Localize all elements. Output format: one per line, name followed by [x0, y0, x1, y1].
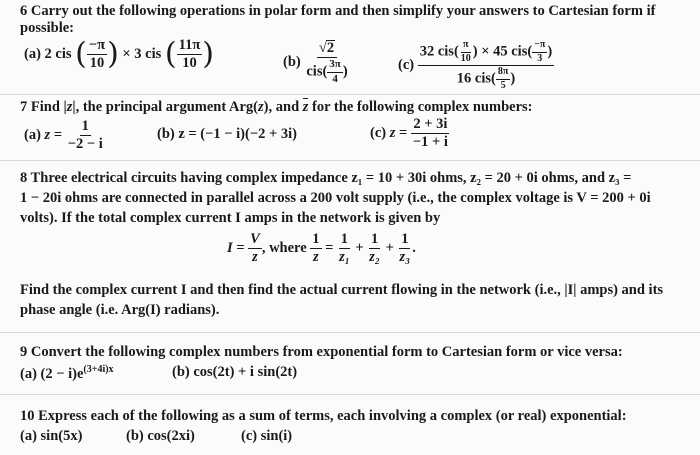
fraction-denominator: cis( $\frac{3\pi}{4}$ ) — [306, 58, 348, 85]
q7-heading — [20, 99, 533, 116]
fraction-numerator: 1 — [399, 232, 410, 249]
eq-fraction-1-over-z1 — [337, 232, 352, 265]
divider — [0, 160, 700, 161]
inner-fraction — [532, 40, 547, 64]
left-paren: ( — [164, 36, 177, 72]
q10-part-b: (b) cos(2xi) — [126, 428, 195, 444]
q7c-fraction — [411, 117, 450, 150]
fraction-numerator: 1 — [310, 232, 321, 249]
fraction-numerator: 1 — [80, 119, 91, 136]
left-paren: ( — [75, 36, 87, 72]
q7a-fraction — [66, 119, 105, 152]
cis-text: 16 cis( — [456, 70, 496, 87]
q9a-exponent: (3+4i)x — [83, 364, 114, 375]
fraction-denominator: −2 − i — [67, 136, 103, 153]
q10-part-c: (c) sin(i) — [241, 428, 293, 444]
fraction-numerator: 8π — [496, 67, 510, 80]
q8-find-2: phase angle (i.e. Arg(I) radians). — [20, 302, 220, 318]
fraction-denominator: z₂ — [369, 249, 380, 266]
q9-part-b: (b) cos(2t) + i sin(2t) — [172, 364, 298, 380]
eq-where: , where — [261, 240, 307, 257]
q6b-label: (b) — [283, 53, 301, 70]
eq-fraction-1-over-z — [310, 232, 321, 265]
q8-find-1: Find the complex current I and then find the actual current flowing in the network (i.e., |I| amps) and its — [20, 282, 664, 298]
fraction-numerator: −π — [532, 40, 547, 53]
fraction-denominator: z₁ — [339, 249, 350, 266]
q6a-fraction-2 — [177, 38, 203, 71]
divider — [0, 332, 700, 333]
fraction-denominator: 10 — [460, 52, 471, 64]
fraction-numerator: V — [248, 232, 262, 249]
divider — [0, 94, 700, 95]
eq-current: I = — [227, 240, 245, 257]
q7-part-b: (b) z = (−1 − i)(−2 + 3i) — [157, 126, 297, 142]
fraction-denominator: 10 — [182, 55, 197, 72]
q9-part-a — [20, 364, 114, 383]
eq-fraction-1-over-z2 — [367, 232, 382, 265]
cis-text: 32 cis( — [419, 43, 459, 60]
fraction-denominator: 4 — [332, 72, 338, 85]
q8-equation: I = $\frac{V}{z}$ , where $\frac{1}{z}$ = $\frac{1}{\text{z₁}}$ + $\frac{1}{\text{z₂}}$ + $\frac{1}{\text{z₃}}$ . — [227, 231, 416, 266]
heading-text: |, the principal argument Arg( — [72, 99, 259, 115]
var-z-conjugate: z — [302, 99, 309, 115]
q6-heading: 6 Carry out the following operations in polar form and then simplify your answers to Cartesian form if possible: — [20, 3, 656, 36]
fraction-denominator: −1 + i — [412, 134, 448, 151]
q6b-fraction — [304, 40, 349, 85]
q8-line-2: 1 − 20i ohms are connected in parallel across a 200 volt supply (i.e., the complex voltage is V = 200 + 0i — [20, 190, 651, 206]
q6-part-b — [283, 40, 350, 85]
fraction-denominator: 10 — [89, 55, 105, 72]
q10-heading: 10 Express each of the following as a sum of terms, each involving a complex (or real) exponential: — [20, 408, 627, 424]
fraction-denominator: z — [313, 249, 319, 266]
fraction-denominator — [455, 66, 517, 91]
fraction-denominator: 3 — [537, 52, 543, 64]
q7a-label: (a) — [24, 127, 41, 144]
fraction-denominator: z₃ — [399, 249, 411, 266]
q6-part-a — [24, 38, 214, 71]
cis-text: ) × 45 cis( — [472, 43, 533, 60]
heading-text: 7 Find | — [20, 99, 67, 115]
fraction-numerator: 2 + 3i — [411, 117, 449, 134]
q6a-fraction-1 — [87, 38, 107, 71]
q6a-label: (a) 2 cis — [24, 46, 72, 63]
q9-heading: 9 Convert the following complex numbers from exponential form to Cartesian form or vice versa: — [20, 344, 623, 360]
fraction-numerator — [418, 40, 555, 66]
inner-fraction — [496, 67, 510, 91]
fraction-numerator: 3π — [327, 59, 343, 73]
q8-line-3: volts). If the total complex current I amps in the network is given by — [20, 210, 441, 226]
q7c-label: (c) — [370, 125, 387, 142]
divider — [0, 394, 700, 395]
fraction-numerator: 1 — [339, 232, 350, 249]
q6a-multiply: × 3 cis — [122, 46, 162, 63]
var-z: z — [258, 99, 264, 115]
cis-text: cis( — [306, 63, 328, 80]
q6-part-c — [398, 40, 554, 91]
fraction-numerator: 1 — [369, 232, 380, 249]
q6c-label: (c) — [398, 56, 415, 73]
fraction-denominator: z — [252, 249, 258, 266]
fraction-numerator: −π — [87, 38, 107, 55]
q7-part-c: (c) z = $\frac{2 + 3i}{-1 + i}$ — [370, 116, 448, 151]
eq-fraction-v-over-z — [248, 232, 262, 265]
right-paren: ) — [202, 36, 215, 72]
q9a-text: (a) (2 − i)e — [20, 366, 84, 382]
heading-text: ), and — [263, 99, 300, 115]
q8-line-1: 8 Three electrical circuits having complex impedance z₁ = 10 + 30i ohms, z₂ = 20 + 0i ohms, and z₃ = — [20, 170, 632, 186]
heading-text: for the following complex numbers: — [312, 99, 533, 115]
fraction-numerator: π — [461, 40, 470, 53]
eq-fraction-1-over-z3 — [398, 232, 413, 265]
fraction-denominator: 5 — [500, 79, 506, 91]
right-paren: ) — [107, 36, 119, 72]
inner-fraction — [459, 40, 473, 64]
var-z: z — [66, 99, 73, 115]
fraction-numerator: 11π — [177, 38, 203, 55]
q10-part-a: (a) sin(5x) — [20, 428, 83, 444]
close-paren: ) — [510, 70, 516, 87]
inner-fraction — [327, 59, 343, 85]
fraction-numerator: √2 — [317, 40, 337, 58]
q7-part-a: (a) z = $\frac{1}{-2 - i}$ — [24, 118, 103, 153]
q6c-fraction — [418, 40, 555, 91]
sqrt-radicand: 2 — [326, 40, 335, 56]
close-paren: ) — [547, 43, 553, 60]
